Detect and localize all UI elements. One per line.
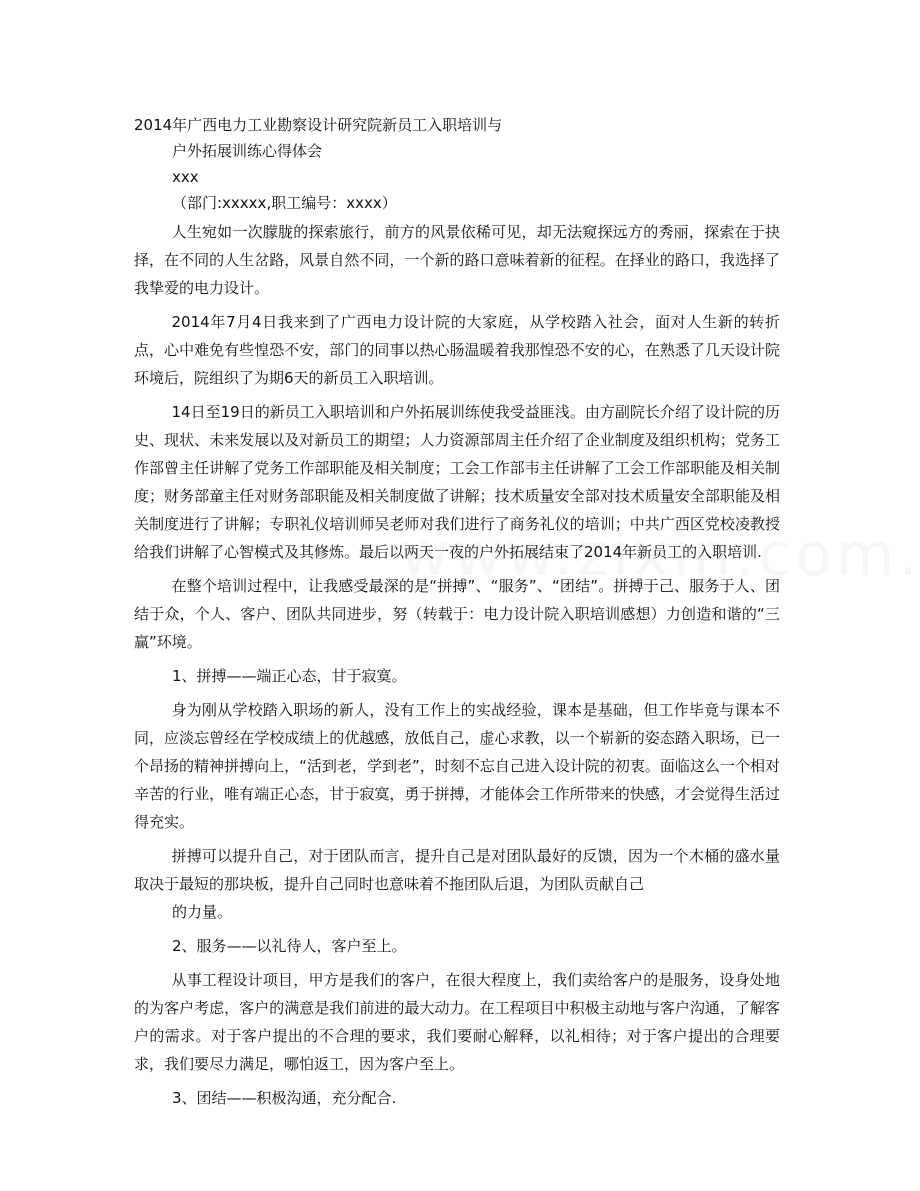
paragraph-training: 14日至19日的新员工入职培训和户外拓展训练使我受益匪浅。由方副院长介绍了设计院的历史、现状、未来发展以及对新员工的期望；人力资源部周主任介绍了企业制度及组织机构；党务工作部曾主任讲解了党务工作部职能及相关制度；工会工作部韦主任讲解了工会工作部职能及相关制度；财务部童主任对财务部职能及相关制度做了讲解；技术质量安全部对技术质量安全部职能及相关制度进行了讲解；专职礼仪培训师吴老师对我们进行了商务礼仪的培训；中共广西区党校凌教授给我们讲解了心智模式及其修炼。最后以两天一夜的户外拓展结束了2014年新员工的入职培训. <box>134 403 780 561</box>
department-info: （部门:xxxxx,职工编号：xxxx） <box>172 194 397 212</box>
paragraph-intro: 人生宛如一次朦胧的探索旅行，前方的风景依稀可见，却无法窥探远方的秀丽，探索在于抉择，在不同的人生岔路，风景自然不同，一个新的路口意味着新的征程。在择业的路口，我选择了我挚爱的电力设计。 <box>134 223 780 297</box>
document-title-line-2: 户外拓展训练心得体会 <box>172 142 323 160</box>
author-name: xxx <box>172 168 199 186</box>
paragraph-improve: 拼搏可以提升自己，对于团队而言，提升自己是对团队最好的反馈，因为一个木桶的盛水量取决于最短的那块板，提升自己同时也意味着不拖团队后退，为团队贡献自己 <box>134 847 780 893</box>
paragraph-improve-tail: 的力量。 <box>172 903 233 921</box>
section-heading-3: 3、团结——积极沟通，充分配合. <box>172 1089 397 1107</box>
paragraph-service: 从事工程设计项目，甲方是我们的客户，在很大程度上，我们卖给客户的是服务，设身处地的为客户考虑，客户的满意是我们前进的最大动力。在工程项目中积极主动地与客户沟通，了解客户的需求。对于客户提出的不合理的要求，我们要耐心解释，以礼相待；对于客户提出的合理要求，我们要尽力满足，哪怕返工，因为客户至上。 <box>134 971 780 1073</box>
paragraph-struggle: 身为刚从学校踏入职场的新人，没有工作上的实战经验，课本是基础，但工作毕竟与课本不同，应淡忘曾经在学校成绩上的优越感，放低自己，虚心求教，以一个崭新的姿态踏入职场，已一个昂扬的精神拼搏向上，“活到老，学到老”，时刻不忘自己进入设计院的初衷。面临这么一个相对辛苦的行业，唯有端正心态，甘于寂寞，勇于拼搏，才能体会工作所带来的快感，才会觉得生活过得充实。 <box>134 701 780 831</box>
paragraph-arrival: 2014年7月4日我来到了广西电力设计院的大家庭，从学校踏入社会，面对人生新的转折点，心中难免有些惶恐不安，部门的同事以热心肠温暖着我那惶恐不安的心，在熟悉了几天设计院环境后，院组织了为期6天的新员工入职培训。 <box>134 313 780 387</box>
document-title-line-1: 2014年广西电力工业勘察设计研究院新员工入职培训与 <box>134 116 503 134</box>
paragraph-summary: 在整个培训过程中，让我感受最深的是“拼搏”、“服务”、“团结”。拼搏于己、服务于人、团结于众，个人、客户、团队共同进步，努（转载于：电力设计院入职培训感想）力创造和谐的“三赢”环境。 <box>134 577 780 651</box>
document-page <box>134 112 780 1118</box>
section-heading-2: 2、服务——以礼待人，客户至上。 <box>172 937 407 955</box>
section-heading-1: 1、拼搏——端正心态，甘于寂寞。 <box>172 667 407 685</box>
